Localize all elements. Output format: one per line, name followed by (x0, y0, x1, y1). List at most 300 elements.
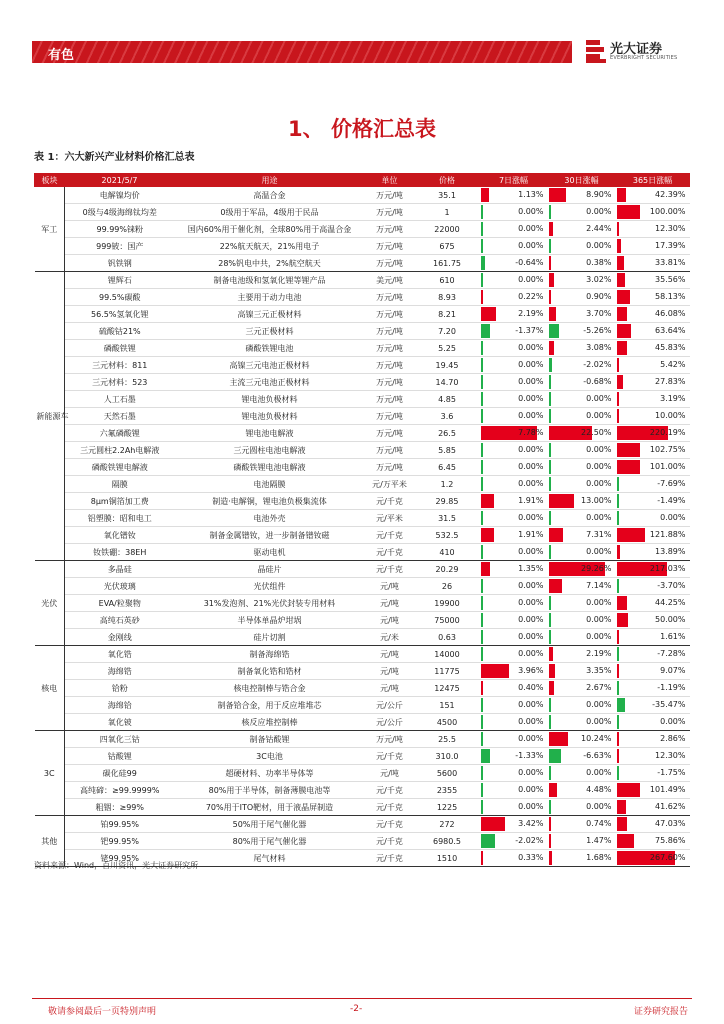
change-value: -1.49% (657, 496, 686, 505)
material-name: 氧化锆 (65, 646, 175, 663)
footer-disclaimer: 敬请参阅最后一页特别声明 (48, 1007, 157, 1017)
change-bar (481, 579, 483, 593)
change-7d (480, 833, 548, 850)
change-365d (616, 357, 690, 374)
brand-logo (586, 38, 686, 68)
change-value: 3.96% (518, 666, 544, 675)
usage: 三元正极材料 (175, 323, 365, 340)
unit: 万元/吨 (365, 459, 415, 476)
table-row (35, 306, 690, 323)
change-value: -1.37% (515, 326, 544, 335)
material-name: 磷酸铁锂 (65, 340, 175, 357)
change-value: 0.00% (518, 207, 544, 216)
price: 4500 (415, 714, 480, 731)
change-7d (480, 289, 548, 306)
change-365d (616, 578, 690, 595)
change-7d (480, 646, 548, 663)
unit: 万元/吨 (365, 731, 415, 748)
price: 25.5 (415, 731, 480, 748)
change-bar (481, 358, 483, 372)
logo-name: 光大证券 (610, 42, 663, 57)
unit: 万元/吨 (365, 425, 415, 442)
change-value: 35.56% (654, 275, 686, 284)
change-value: -1.19% (657, 683, 686, 692)
change-365d (616, 833, 690, 850)
change-bar (481, 664, 510, 678)
change-bar (617, 528, 645, 542)
change-30d (548, 255, 616, 272)
change-bar (617, 800, 627, 814)
change-bar (549, 494, 574, 508)
change-bar (617, 817, 628, 831)
change-bar (481, 494, 495, 508)
change-bar (549, 205, 551, 219)
change-365d (616, 493, 690, 510)
usage: 核电控制棒与锆合金 (175, 680, 365, 697)
column-header: 365日涨幅 (616, 174, 690, 187)
change-365d (616, 714, 690, 731)
change-bar (617, 715, 619, 729)
change-365d (616, 238, 690, 255)
change-7d (480, 340, 548, 357)
material-name: 磷酸铁锂电解液 (65, 459, 175, 476)
table-row (35, 493, 690, 510)
usage: 磷酸铁锂电池 (175, 340, 365, 357)
change-bar (549, 188, 566, 202)
change-bar (617, 681, 619, 695)
unit: 元/吨 (365, 595, 415, 612)
change-bar (549, 698, 551, 712)
material-name: 99.5%碳酸 (65, 289, 175, 306)
material-name: 人工石墨 (65, 391, 175, 408)
change-bar (549, 664, 555, 678)
usage: 电池隔膜 (175, 476, 365, 493)
change-value: 0.00% (660, 717, 686, 726)
usage: 高镍三元正极材料 (175, 306, 365, 323)
price: 8.93 (415, 289, 480, 306)
change-value: 0.00% (660, 513, 686, 522)
material-name: 天然石墨 (65, 408, 175, 425)
header-bar (32, 41, 572, 63)
change-bar (481, 749, 491, 763)
change-value: 63.64% (654, 326, 686, 335)
column-header: 2021/5/7 (65, 174, 175, 187)
change-365d (616, 289, 690, 306)
change-7d (480, 459, 548, 476)
footer-divider (32, 998, 692, 999)
change-7d (480, 765, 548, 782)
usage: 三元圆柱电池电解液 (175, 442, 365, 459)
table-row (35, 408, 690, 425)
change-value: -2.02% (583, 360, 612, 369)
change-value: 0.00% (518, 394, 544, 403)
change-value: 47.03% (654, 819, 686, 828)
unit: 万元/吨 (365, 306, 415, 323)
change-bar (617, 205, 640, 219)
change-value: 75.86% (654, 836, 686, 845)
material-name: 铪粉 (65, 680, 175, 697)
change-bar (549, 647, 553, 661)
table-row (35, 323, 690, 340)
unit: 元/平米 (365, 510, 415, 527)
change-bar (549, 783, 558, 797)
unit: 元/千克 (365, 833, 415, 850)
change-7d (480, 408, 548, 425)
change-bar (549, 307, 556, 321)
unit: 万元/吨 (365, 238, 415, 255)
change-bar (481, 596, 483, 610)
change-bar (549, 273, 555, 287)
change-value: 0.00% (518, 513, 544, 522)
change-value: 1.91% (518, 530, 544, 539)
usage: 80%用于半导体，制备薄膜电池等 (175, 782, 365, 799)
table-caption: 表 1：六大新兴产业材料价格汇总表 (34, 152, 195, 163)
change-30d (548, 833, 616, 850)
change-365d (616, 408, 690, 425)
change-bar (617, 273, 625, 287)
change-bar (481, 256, 486, 270)
change-365d (616, 204, 690, 221)
change-7d (480, 731, 548, 748)
price: 1 (415, 204, 480, 221)
usage: 22%航天航天，21%用电子 (175, 238, 365, 255)
change-365d (616, 748, 690, 765)
change-value: 9.07% (660, 666, 686, 675)
change-value: 0.00% (518, 224, 544, 233)
change-bar (481, 511, 483, 525)
change-value: 7.31% (586, 530, 612, 539)
change-bar (617, 460, 640, 474)
table-row (35, 748, 690, 765)
change-value: 0.00% (518, 734, 544, 743)
change-30d (548, 357, 616, 374)
change-value: -0.68% (583, 377, 612, 386)
change-value: 12.30% (654, 224, 686, 233)
change-bar (481, 817, 506, 831)
change-bar (617, 579, 619, 593)
change-7d (480, 510, 548, 527)
table-body (35, 187, 690, 867)
change-bar (549, 851, 552, 865)
change-bar (617, 222, 620, 236)
usage: 28%钒电中共，2%航空航天 (175, 255, 365, 272)
change-30d (548, 374, 616, 391)
unit: 美元/吨 (365, 272, 415, 289)
change-value: 29.26% (580, 564, 612, 573)
change-bar (617, 477, 619, 491)
change-30d (548, 714, 616, 731)
unit: 元/千克 (365, 527, 415, 544)
change-value: 17.39% (654, 241, 686, 250)
usage: 制备氧化锆和锆材 (175, 663, 365, 680)
change-bar (617, 664, 619, 678)
change-bar (617, 613, 629, 627)
change-value: 0.00% (586, 598, 612, 607)
price: 20.29 (415, 561, 480, 578)
change-bar (617, 392, 619, 406)
usage: 晶硅片 (175, 561, 365, 578)
change-value: -1.33% (515, 751, 544, 760)
change-value: 50.00% (654, 615, 686, 624)
change-7d (480, 612, 548, 629)
price: 161.75 (415, 255, 480, 272)
change-bar (481, 375, 483, 389)
material-name: EVA/粒聚物 (65, 595, 175, 612)
material-name: 金刚线 (65, 629, 175, 646)
change-value: 3.42% (518, 819, 544, 828)
change-30d (548, 340, 616, 357)
usage: 国内60%用于催化剂，全球80%用于高温合金 (175, 221, 365, 238)
unit: 元/千克 (365, 782, 415, 799)
change-30d (548, 238, 616, 255)
change-value: 13.00% (580, 496, 612, 505)
section-name: 军工 (35, 187, 65, 272)
price: 1510 (415, 850, 480, 867)
usage: 31%发泡剂、21%光伏封装专用材料 (175, 595, 365, 612)
change-7d (480, 595, 548, 612)
change-value: 0.00% (586, 615, 612, 624)
change-365d (616, 629, 690, 646)
material-name: 碳化硅99 (65, 765, 175, 782)
change-30d (548, 510, 616, 527)
usage: 0级用于军品，4级用于民品 (175, 204, 365, 221)
change-value: 8.90% (586, 190, 612, 199)
table-row (35, 391, 690, 408)
change-value: 0.00% (586, 411, 612, 420)
change-7d (480, 544, 548, 561)
change-bar (549, 477, 551, 491)
change-value: 0.00% (518, 360, 544, 369)
change-30d (548, 544, 616, 561)
change-bar (481, 766, 483, 780)
table-row (35, 680, 690, 697)
change-30d (548, 578, 616, 595)
change-bar (549, 834, 552, 848)
change-bar (549, 358, 553, 372)
change-value: 0.00% (518, 377, 544, 386)
price: 14.70 (415, 374, 480, 391)
material-name: 隔膜 (65, 476, 175, 493)
change-value: 0.00% (518, 462, 544, 471)
usage: 半导体单晶炉坩埚 (175, 612, 365, 629)
table-header-row (35, 174, 690, 187)
change-30d (548, 493, 616, 510)
change-7d (480, 306, 548, 323)
change-bar (549, 545, 551, 559)
change-365d (616, 187, 690, 204)
price: 35.1 (415, 187, 480, 204)
change-value: -5.26% (583, 326, 612, 335)
change-value: 45.83% (654, 343, 686, 352)
change-bar (549, 800, 551, 814)
material-name: 多晶硅 (65, 561, 175, 578)
change-bar (617, 732, 619, 746)
table-row (35, 357, 690, 374)
change-7d (480, 527, 548, 544)
material-name: 0级与4级海绵钛均差 (65, 204, 175, 221)
page-title: 1、 价格汇总表 (288, 117, 436, 141)
page-number: -2- (350, 1004, 363, 1014)
change-bar (549, 222, 554, 236)
change-value: 0.00% (586, 207, 612, 216)
usage: 80%用于尾气催化器 (175, 833, 365, 850)
change-value: 0.00% (518, 785, 544, 794)
change-value: 0.00% (518, 700, 544, 709)
change-30d (548, 442, 616, 459)
usage: 锂电池负极材料 (175, 408, 365, 425)
unit: 万元/吨 (365, 187, 415, 204)
change-30d (548, 289, 616, 306)
change-365d (616, 459, 690, 476)
change-365d (616, 340, 690, 357)
table-row (35, 646, 690, 663)
change-bar (481, 800, 483, 814)
change-value: 0.00% (586, 479, 612, 488)
change-value: -35.47% (652, 700, 686, 709)
column-header: 30日涨幅 (548, 174, 616, 187)
change-bar (549, 443, 551, 457)
price: 5600 (415, 765, 480, 782)
change-7d (480, 578, 548, 595)
unit: 元/千克 (365, 748, 415, 765)
change-7d (480, 238, 548, 255)
unit: 元/公斤 (365, 714, 415, 731)
logo-mark-icon (586, 40, 606, 64)
change-7d (480, 357, 548, 374)
change-7d (480, 748, 548, 765)
usage: 70%用于ITO靶材，用于液晶屏制造 (175, 799, 365, 816)
change-value: 10.00% (654, 411, 686, 420)
change-30d (548, 476, 616, 493)
price: 532.5 (415, 527, 480, 544)
material-name: 海绵锆 (65, 663, 175, 680)
material-name: 光伏玻璃 (65, 578, 175, 595)
change-value: 46.08% (654, 309, 686, 318)
change-7d (480, 629, 548, 646)
change-365d (616, 306, 690, 323)
table-row (35, 799, 690, 816)
change-bar (481, 222, 483, 236)
table-row (35, 527, 690, 544)
change-30d (548, 204, 616, 221)
change-bar (617, 290, 630, 304)
price: 151 (415, 697, 480, 714)
footer-report-type: 证券研究报告 (633, 1007, 688, 1017)
price-table (34, 173, 690, 867)
price: 75000 (415, 612, 480, 629)
change-value: 0.00% (518, 581, 544, 590)
change-bar (481, 477, 483, 491)
change-bar (617, 783, 641, 797)
change-365d (616, 527, 690, 544)
change-365d (616, 731, 690, 748)
change-value: 101.49% (649, 785, 686, 794)
price: 22000 (415, 221, 480, 238)
table-row (35, 340, 690, 357)
section-name: 核电 (35, 646, 65, 731)
change-7d (480, 221, 548, 238)
change-value: 0.40% (518, 683, 544, 692)
material-name: 三元材料：523 (65, 374, 175, 391)
usage: 核反应堆控制棒 (175, 714, 365, 731)
change-value: 10.24% (580, 734, 612, 743)
change-bar (617, 511, 619, 525)
usage: 高温合金 (175, 187, 365, 204)
unit: 万元/吨 (365, 221, 415, 238)
change-bar (481, 783, 483, 797)
change-bar (617, 375, 623, 389)
column-header: 7日涨幅 (480, 174, 548, 187)
change-bar (549, 409, 551, 423)
change-value: 0.00% (586, 717, 612, 726)
unit: 元/米 (365, 629, 415, 646)
usage: 主流三元电池正极材料 (175, 374, 365, 391)
unit: 元/吨 (365, 578, 415, 595)
material-name: 粗铟：≥99% (65, 799, 175, 816)
change-value: 102.75% (649, 445, 686, 454)
change-value: 2.19% (518, 309, 544, 318)
change-7d (480, 697, 548, 714)
change-365d (616, 646, 690, 663)
change-365d (616, 425, 690, 442)
change-bar (617, 358, 619, 372)
price: 7.20 (415, 323, 480, 340)
change-bar (617, 239, 621, 253)
price: 1225 (415, 799, 480, 816)
price: 5.85 (415, 442, 480, 459)
change-30d (548, 425, 616, 442)
change-bar (617, 834, 635, 848)
usage: 硅片切割 (175, 629, 365, 646)
price: 1.2 (415, 476, 480, 493)
change-30d (548, 221, 616, 238)
usage: 磷酸铁锂电池电解液 (175, 459, 365, 476)
change-7d (480, 272, 548, 289)
change-30d (548, 323, 616, 340)
change-bar (549, 290, 551, 304)
change-7d (480, 187, 548, 204)
material-name: 999铍：国产 (65, 238, 175, 255)
change-value: 220.19% (649, 428, 686, 437)
logo-subtitle: EVERBRIGHT SECURITIES (610, 55, 678, 61)
change-30d (548, 782, 616, 799)
usage: 驱动电机 (175, 544, 365, 561)
change-bar (549, 528, 563, 542)
unit: 元/千克 (365, 544, 415, 561)
change-365d (616, 442, 690, 459)
column-header: 价格 (415, 174, 480, 187)
change-bar (617, 307, 628, 321)
usage: 光伏组件 (175, 578, 365, 595)
change-30d (548, 816, 616, 833)
change-bar (549, 630, 551, 644)
change-30d (548, 646, 616, 663)
unit: 万元/吨 (365, 255, 415, 272)
change-value: 42.39% (654, 190, 686, 199)
change-bar (481, 647, 483, 661)
material-name: 钕铁硼：38EH (65, 544, 175, 561)
unit: 元/千克 (365, 816, 415, 833)
change-value: 5.42% (660, 360, 686, 369)
table-row (35, 731, 690, 748)
change-bar (549, 817, 551, 831)
change-value: 0.00% (586, 632, 612, 641)
change-bar (481, 613, 483, 627)
change-7d (480, 782, 548, 799)
table-row (35, 595, 690, 612)
change-value: 0.00% (518, 632, 544, 641)
change-bar (617, 596, 627, 610)
